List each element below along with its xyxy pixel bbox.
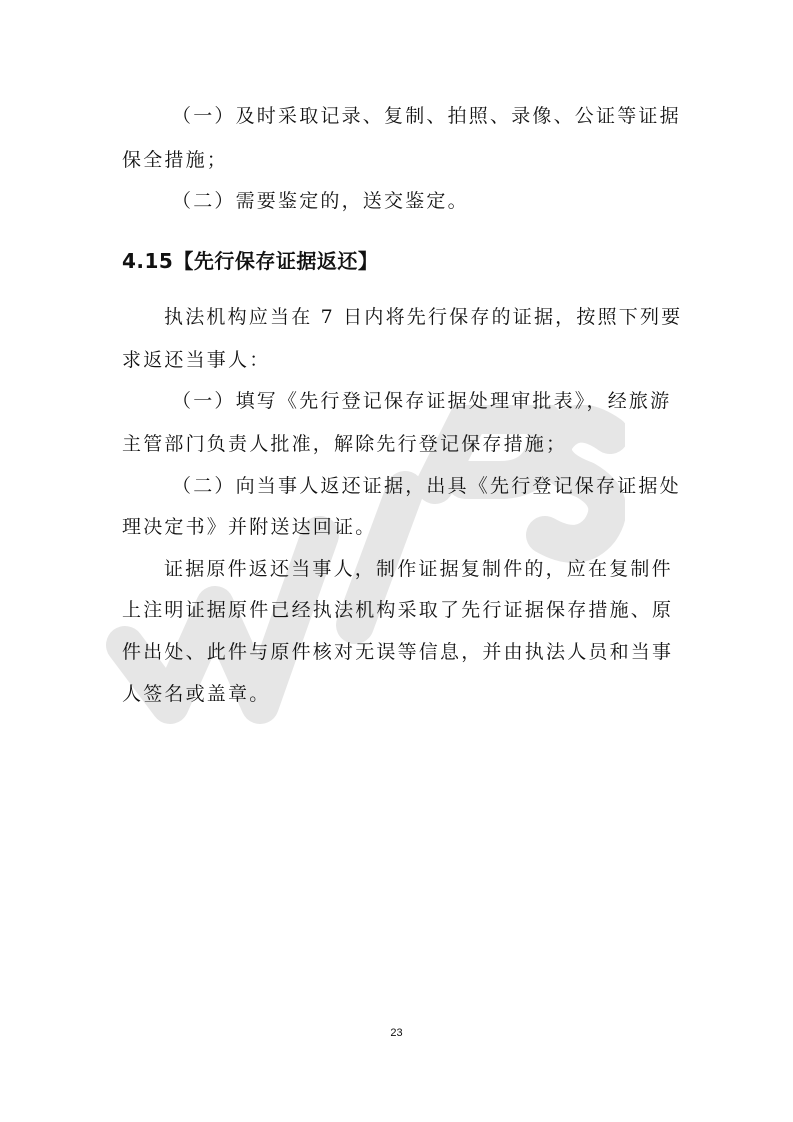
paragraph-line-6: （一）填写《先行登记保存证据处理审批表》，经旅游	[172, 390, 672, 412]
section-heading: 4.15【先行保存证据返还】	[122, 249, 379, 273]
page-number: 23	[390, 1027, 403, 1039]
paragraph-line-2: 保全措施；	[122, 149, 229, 171]
paragraph-line-5: 求返还当事人：	[122, 349, 271, 371]
paragraph-line-4: 执法机构应当在 7 日内将先行保存的证据，按照下列要	[164, 306, 683, 328]
paragraph-line-12: 件出处、此件与原件核对无误等信息，并由执法人员和当事	[122, 641, 674, 663]
paragraph-line-13: 人签名或盖章。	[122, 683, 271, 705]
paragraph-line-7: 主管部门负责人批准，解除先行登记保存措施；	[122, 433, 568, 455]
paragraph-line-10: 证据原件返还当事人，制作证据复制件的，应在复制件	[164, 558, 673, 580]
paragraph-line-8: （二）向当事人返还证据，出具《先行登记保存证据处	[172, 475, 681, 497]
paragraph-line-1: （一）及时采取记录、复制、拍照、录像、公证等证据	[172, 105, 681, 127]
paragraph-line-3: （二）需要鉴定的，送交鉴定。	[172, 190, 469, 212]
paragraph-line-11: 上注明证据原件已经执法机构采取了先行证据保存措施、原	[122, 599, 674, 621]
paragraph-line-9: 理决定书》并附送达回证。	[122, 516, 377, 538]
